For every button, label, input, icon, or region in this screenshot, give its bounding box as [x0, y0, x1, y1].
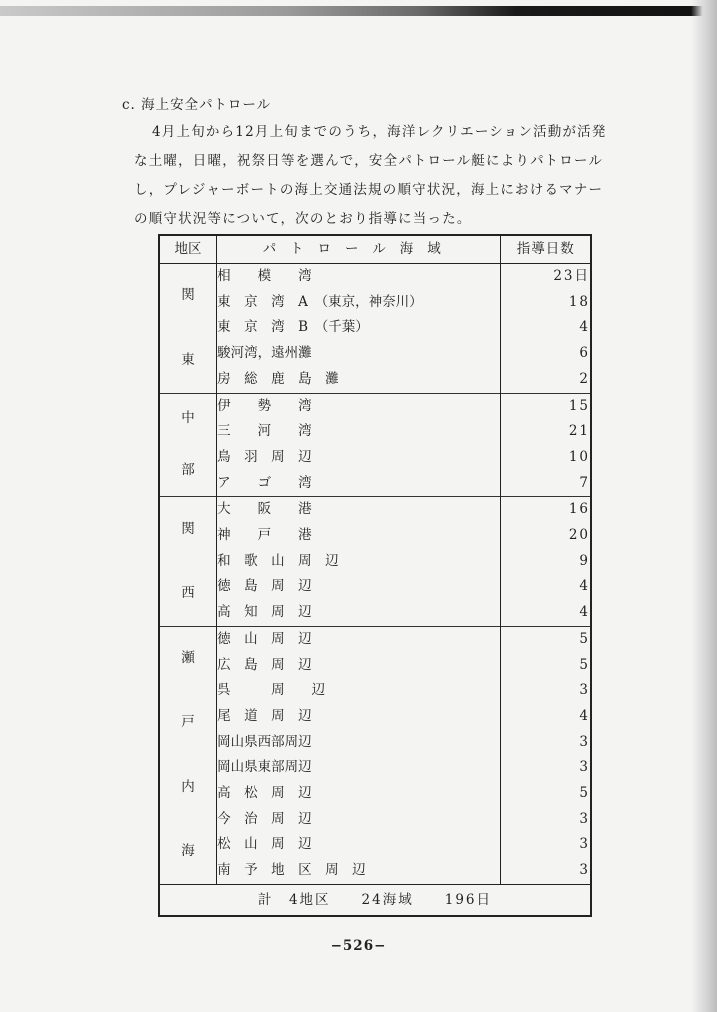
patrol-area-cell: 今 治 周 辺	[217, 807, 501, 833]
patrol-area-cell: 徳 山 周 辺	[217, 626, 501, 652]
table-row	[159, 626, 591, 652]
table-row	[159, 419, 591, 445]
table-row	[159, 755, 591, 781]
guidance-days-cell: 3	[579, 759, 590, 776]
table-row	[159, 471, 591, 497]
header-guidance-days: 指導日数	[501, 235, 591, 264]
district-char: 海	[181, 842, 195, 859]
district-cell	[159, 497, 217, 627]
table-row	[159, 290, 591, 316]
district-char: 関	[181, 520, 195, 537]
patrol-area-cell: 広 島 周 辺	[217, 653, 501, 679]
patrol-area-cell: 高 知 周 辺	[217, 600, 501, 626]
guidance-days-cell: 23日	[501, 264, 591, 290]
district-char: 戸	[181, 714, 195, 731]
header-district: 地区	[159, 235, 217, 264]
guidance-days-cell: 4	[579, 604, 590, 621]
district-char: 部	[181, 461, 195, 478]
table-row	[159, 832, 591, 858]
guidance-days-cell: 18	[568, 293, 590, 310]
table-row	[159, 264, 591, 290]
table-row	[159, 341, 591, 367]
table-row	[159, 600, 591, 626]
total-cell: 計 4地区 24海域 196日	[159, 884, 591, 916]
page-number: −526−	[330, 938, 387, 954]
guidance-days-cell: 9	[579, 552, 590, 569]
guidance-days-cell: 6	[579, 345, 590, 362]
guidance-days-cell: 2	[579, 370, 590, 387]
guidance-days-cell: 15	[501, 393, 591, 419]
header-patrol-area: パトロール海域	[217, 235, 501, 264]
guidance-days-cell: 20	[568, 527, 590, 544]
table-row	[159, 523, 591, 549]
patrol-area-cell: 神 戸 港	[217, 523, 501, 549]
patrol-area-cell: ア ゴ 湾	[217, 471, 501, 497]
patrol-area-cell: 東 京 湾 A （東京，神奈川）	[217, 290, 501, 316]
patrol-area-cell: 駿河湾，遠州灘	[217, 341, 501, 367]
patrol-area-cell: 岡山県西部周辺	[217, 730, 501, 756]
body-paragraph	[134, 118, 634, 234]
patrol-area-cell: 三 河 湾	[217, 419, 501, 445]
section-heading: c. 海上安全パトロール	[122, 97, 272, 113]
patrol-area-cell: 相 模 湾	[217, 264, 501, 290]
guidance-days-cell: 3	[579, 810, 590, 827]
table-header-row	[159, 235, 591, 264]
total-row	[159, 884, 591, 916]
patrol-area-cell: 高 松 周 辺	[217, 781, 501, 807]
table-body	[159, 264, 591, 885]
patrol-area-cell: 鳥 羽 周 辺	[217, 445, 501, 471]
table-row	[159, 393, 591, 419]
patrol-area-cell: 尾 道 周 辺	[217, 704, 501, 730]
district-char: 瀬	[181, 650, 195, 667]
patrol-area-cell: 房 総 鹿 島 灘	[217, 367, 501, 393]
guidance-days-cell: 3	[579, 862, 590, 879]
guidance-days-cell: 3	[579, 682, 590, 699]
patrol-area-cell: 岡山県東部周辺	[217, 755, 501, 781]
district-char: 関	[181, 287, 195, 304]
guidance-days-cell: 16	[501, 497, 591, 523]
table-row	[159, 653, 591, 679]
patrol-table	[158, 234, 592, 917]
table-row	[159, 678, 591, 704]
body-line: 4月上旬から12月上旬までのうち，海洋レクリエーション活動が活発	[152, 124, 607, 140]
patrol-area-cell: 東 京 湾 B （千葉）	[217, 315, 501, 341]
table-row	[159, 704, 591, 730]
district-cell	[159, 264, 217, 394]
guidance-days-cell: 5	[501, 626, 591, 652]
body-line: し，プレジャーボートの海上交通法規の順守状況，海上におけるマナー	[134, 182, 604, 198]
guidance-days-cell: 21	[568, 423, 590, 440]
table-row	[159, 549, 591, 575]
district-char: 西	[181, 584, 195, 601]
table-row	[159, 730, 591, 756]
district-char: 東	[181, 351, 195, 368]
guidance-days-cell: 10	[568, 448, 590, 465]
patrol-area-cell: 呉 周 辺	[217, 678, 501, 704]
table-row	[159, 807, 591, 833]
guidance-days-cell: 3	[579, 836, 590, 853]
guidance-days-cell: 3	[579, 733, 590, 750]
patrol-area-cell: 大 阪 港	[217, 497, 501, 523]
table-row	[159, 315, 591, 341]
district-cell	[159, 626, 217, 884]
guidance-days-cell: 4	[579, 319, 590, 336]
patrol-area-cell: 南 予 地 区 周 辺	[217, 858, 501, 884]
table-row	[159, 781, 591, 807]
table-row	[159, 367, 591, 393]
table-row	[159, 574, 591, 600]
body-line: の順守状況等について，次のとおり指導に当った。	[134, 211, 472, 227]
patrol-area-cell: 和 歌 山 周 辺	[217, 549, 501, 575]
patrol-area-cell: 松 山 周 辺	[217, 832, 501, 858]
patrol-area-cell: 伊 勢 湾	[217, 393, 501, 419]
table-row	[159, 858, 591, 884]
table-row	[159, 445, 591, 471]
guidance-days-cell: 4	[579, 707, 590, 724]
district-char: 中	[181, 410, 195, 427]
guidance-days-cell: 4	[579, 578, 590, 595]
table-row	[159, 497, 591, 523]
district-cell	[159, 393, 217, 497]
body-line: な土曜，日曜，祝祭日等を選んで，安全パトロール艇によりパトロール	[134, 153, 604, 169]
guidance-days-cell: 7	[579, 474, 590, 491]
patrol-area-cell: 徳 島 周 辺	[217, 574, 501, 600]
guidance-days-cell: 5	[579, 656, 590, 673]
guidance-days-cell: 5	[579, 785, 590, 802]
district-char: 内	[181, 778, 195, 795]
